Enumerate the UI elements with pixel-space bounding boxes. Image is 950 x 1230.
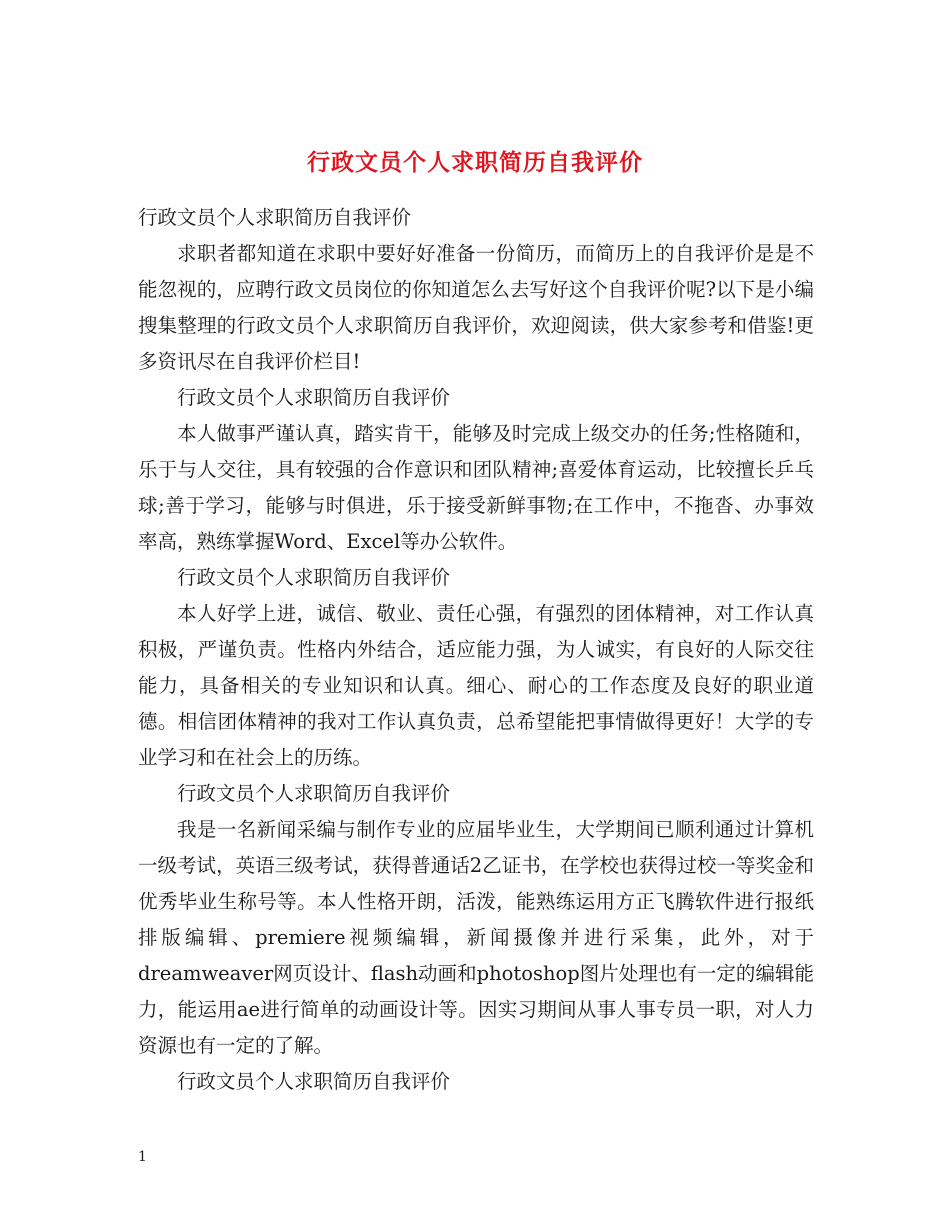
document-body: [138, 200, 814, 1100]
section-heading: 行政文员个人求职简历自我评价: [177, 782, 451, 805]
section-heading: 行政文员个人求职简历自我评价: [177, 386, 451, 409]
evaluation-paragraph: 本人好学上进，诚信、敬业、责任心强，有强烈的团体精神，对工作认真积极，严谨负责。性格内外结合，适应能力强，为人诚实，有良好的人际交往能力，具备相关的专业知识和认真。细心、耐心的工作态度及良好的职业道德。相信团体精神的我对工作认真负责，总希望能把事情做得更好！大学的专业学习和在社会上的历练。: [138, 602, 814, 769]
section-heading: 行政文员个人求职简历自我评价: [138, 206, 412, 229]
section-heading: 行政文员个人求职简历自我评价: [177, 566, 451, 589]
section-heading: 行政文员个人求职简历自我评价: [177, 1070, 451, 1093]
page-number: 1: [138, 1149, 147, 1165]
document-title: 行政文员个人求职简历自我评价: [307, 149, 643, 177]
intro-paragraph: 求职者都知道在求职中要好好准备一份简历，而简历上的自我评价是是不能忽视的，应聘行政文员岗位的你知道怎么去写好这个自我评价呢?以下是小编搜集整理的行政文员个人求职简历自我评价，欢迎阅读，供大家参考和借鉴!更多资讯尽在自我评价栏目!: [138, 242, 814, 373]
evaluation-paragraph: 我是一名新闻采编与制作专业的应届毕业生，大学期间已顺利通过计算机一级考试，英语三级考试，获得普通话2乙证书，在学校也获得过校一等奖金和优秀毕业生称号等。本人性格开朗，活泼，能熟练运用方正飞腾软件进行报纸排版编辑、premiere视频编辑，新闻摄像并进行采集，此外，对于dreamweaver网页设计、flash动画和photoshop图片处理也有一定的编辑能力，能运用ae进行简单的动画设计等。因实习期间从事人事专员一职，对人力资源也有一定的了解。: [138, 818, 814, 1057]
evaluation-paragraph: 本人做事严谨认真，踏实肯干，能够及时完成上级交办的任务;性格随和，乐于与人交往，具有较强的合作意识和团队精神;喜爱体育运动，比较擅长乒乓球;善于学习，能够与时俱进，乐于接受新鲜事物;在工作中，不拖沓、办事效率高，熟练掌握Word、Excel等办公软件。: [138, 422, 814, 553]
